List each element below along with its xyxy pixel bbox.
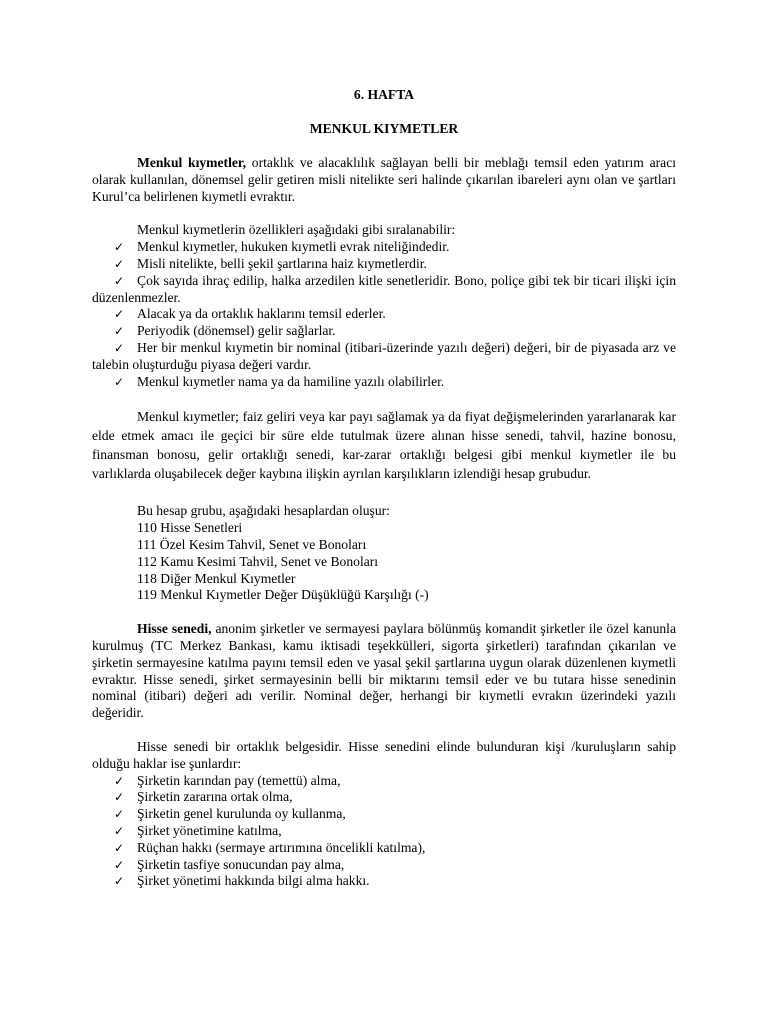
list-item: [92, 239, 676, 256]
list-item: [92, 806, 676, 823]
stock-text: anonim şirketler ve sermayesi paylara bölünmüş komandit şirketler ile özel kanunla kurulmuş (TC Merkez Bankası, kamu iktisadi teşekkülleri, sigorta şirketleri) tarafından çıkarılan ve şirketin sermayesine katılma payını temsil eden ve yasal şekil şartlarına uygun olarak düzenlenen kıymetli evraktır. Hisse senedi, şirket sermayesinin belli bir miktarını temsil eder ve bu tutara hisse senedinin nominal (itibari) değeri adı verilir. Nominal değer, herhangi bir kıymetli evrakın üzerindeki yazılı değeridir.: [92, 621, 676, 721]
feature-text: Misli nitelikte, belli şekil şartlarına haiz kıymetlerdir.: [137, 255, 427, 271]
intro-paragraph: [92, 155, 676, 205]
checkmark-icon: ✓: [113, 857, 125, 872]
features-intro: Menkul kıymetlerin özellikleri aşağıdaki gibi sıralanabilir:: [137, 222, 456, 238]
account-item: 110 Hisse Senetleri: [137, 520, 243, 536]
list-item: [92, 773, 676, 790]
intro-text: ortaklık ve alacaklılık sağlayan belli bir meblağı temsil eden yatırım aracı olarak kullanılan, dönemsel gelir getiren misli nitelikte seri halinde çıkarılan ibareleri aynı olan ve şartları Kurul’ca belirlenen kıymetli evraktır.: [92, 155, 676, 204]
list-item: [92, 374, 676, 391]
checkmark-icon: ✓: [113, 240, 125, 255]
list-item: [92, 873, 676, 890]
checkmark-icon: ✓: [113, 374, 125, 389]
right-text: Şirket yönetimi hakkında bilgi alma hakkı.: [137, 873, 370, 889]
checkmark-icon: ✓: [113, 256, 125, 271]
feature-text: Menkul kıymetler nama ya da hamiline yazılı olabilirler.: [137, 373, 445, 389]
right-text: Şirket yönetimine katılma,: [137, 822, 282, 838]
checkmark-icon: ✓: [113, 340, 125, 355]
list-item: [92, 323, 676, 340]
document-page: [92, 84, 676, 890]
list-item: [92, 789, 676, 806]
checkmark-icon: ✓: [113, 790, 125, 805]
list-item: [92, 823, 676, 840]
list-item: [92, 306, 676, 323]
feature-text: Alacak ya da ortaklık haklarını temsil ederler.: [137, 306, 386, 322]
account-item: 118 Diğer Menkul Kıymetler: [137, 570, 296, 586]
rights-intro: Hisse senedi bir ortaklık belgesidir. Hisse senedini elinde bulunduran kişi /kuruluşların sahip olduğu haklar ise şunlardır:: [92, 738, 676, 771]
right-text: Şirketin zararına ortak olma,: [137, 789, 293, 805]
checkmark-icon: ✓: [113, 874, 125, 889]
checkmark-icon: ✓: [113, 273, 125, 288]
feature-text: Her bir menkul kıymetin bir nominal (itibari-üzerinde yazılı değeri) değeri, bir de piyasada arz ve talebin oluşturduğu piyasa değeri vardır.: [92, 339, 676, 372]
checkmark-icon: ✓: [113, 840, 125, 855]
list-item: [92, 857, 676, 874]
stock-term: Hisse senedi,: [137, 621, 212, 637]
rights-list: [92, 773, 676, 891]
checkmark-icon: ✓: [113, 823, 125, 838]
account-item: 112 Kamu Kesimi Tahvil, Senet ve Bonoları: [137, 553, 379, 569]
checkmark-icon: ✓: [113, 773, 125, 788]
checkmark-icon: ✓: [113, 324, 125, 339]
definition-paragraph: Menkul kıymetler; faiz geliri veya kar payı sağlamak ya da fiyat değişmelerinden yararlanarak kar elde etmek amacı ile geçici bir süre elde tutulmak üzere alınan hisse senedi, tahvil, hazine bonosu, finansman bonosu, gelir ortaklığı senedi, kar-zarar ortaklığı belgesi gibi menkul kıymetler ile bu varlıklarda oluşabilecek değer kaybına ilişkin ayrılan karşılıkların izlendiği hesap grubudur.: [92, 409, 676, 482]
feature-text: Çok sayıda ihraç edilip, halka arzedilen kitle senetleridir. Bono, poliçe gibi tek bir ticari ilişki için düzenlenmezler.: [92, 272, 676, 305]
feature-text: Menkul kıymetler, hukuken kıymetli evrak niteliğindedir.: [137, 239, 450, 255]
list-item: [92, 840, 676, 857]
accounts-block: [92, 503, 676, 604]
section-title: MENKUL KIYMETLER: [309, 121, 459, 136]
stock-paragraph: [92, 621, 676, 722]
list-item: [92, 256, 676, 273]
week-title: 6. HAFTA: [353, 87, 415, 102]
list-item: [92, 340, 676, 374]
right-text: Şirketin tasfiye sonucundan pay alma,: [137, 856, 345, 872]
checkmark-icon: ✓: [113, 307, 125, 322]
right-text: Rüçhan hakkı (sermaye artırımına öncelikli katılma),: [137, 839, 426, 855]
account-item: 119 Menkul Kıymetler Değer Düşüklüğü Karşılığı (-): [137, 587, 429, 603]
right-text: Şirketin karından pay (temettü) alma,: [137, 772, 341, 788]
intro-term: Menkul kıymetler,: [137, 155, 247, 170]
checkmark-icon: ✓: [113, 807, 125, 822]
list-item: [92, 273, 676, 307]
features-list: [92, 239, 676, 390]
feature-text: Periyodik (dönemsel) gelir sağlarlar.: [137, 323, 336, 339]
account-item: 111 Özel Kesim Tahvil, Senet ve Bonoları: [137, 536, 367, 552]
accounts-intro: Bu hesap grubu, aşağıdaki hesaplardan oluşur:: [137, 503, 390, 519]
right-text: Şirketin genel kurulunda oy kullanma,: [137, 806, 346, 822]
